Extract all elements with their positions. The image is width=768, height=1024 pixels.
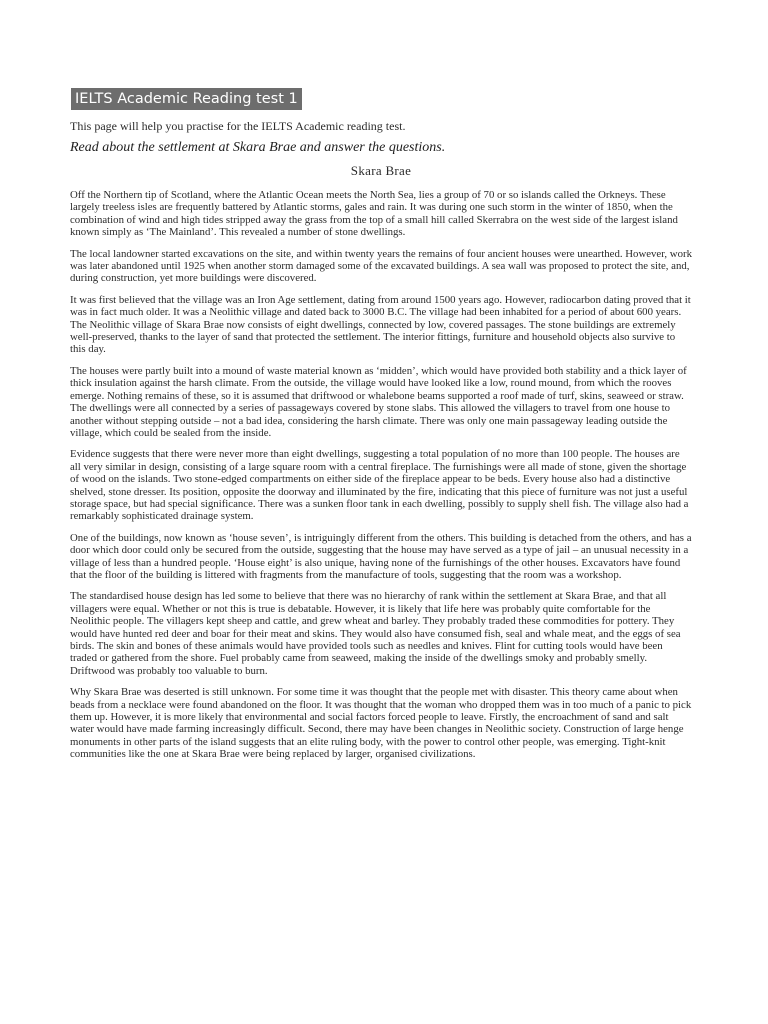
article-paragraph: The standardised house design has led some to believe that there was no hierarchy of rank within the settlement at Skara Brae, and that all villagers were equal. Whether or not this is true is debatable. However, it is likely that life here was probably quite comfortable for the Neolithic people. The villagers kept sheep and cattle, and grew wheat and barley. They probably traded these commodities for pottery. They would have hunted red deer and boar for their meat and skins. They would also have consumed fish, seal and whale meat, and the eggs of sea birds. The skin and bones of these animals would have provided tools such as needles and knives. Flint for cutting tools would have been traded or gathered from the shore. Fuel probably came from seaweed, making the inside of the dwellings smoky and probably smelly. Driftwood was probably too valuable to burn.: [70, 590, 681, 677]
page-title: IELTS Academic Reading test 1: [71, 88, 302, 110]
article-paragraph: The houses were partly built into a mound of waste material known as ‘midden’, which would have provided both stability and a thick layer of thick insulation against the harsh climate. From the outside, the village would have looked like a low, round mound, from which the rooves emerge. Nothing remains of these, so it is assumed that driftwood or whalebone beams supported a roof made of turf, skins, seaweed or straw. The dwellings were all connected by a series of passageways covered by stone slabs. This allowed the villagers to travel from one house to another without stepping outside – not a bad idea, considering the harsh climate. There was only one main passageway leading outside the village, which could be sealed from the inside.: [70, 364, 687, 439]
article-paragraph: It was first believed that the village was an Iron Age settlement, dating from around 1500 years ago. However, radiocarbon dating proved that it was in fact much older. It was a Neolithic village and dated back to 3000 B.C. The village had been inhabited for a period of about 600 years. The Neolithic village of Skara Brae now consists of eight dwellings, connected by low, covered passages. The stone buildings are extremely well-preserved, thanks to the layer of sand that protected the settlement. The interior fittings, furniture and household objects also survive to this day.: [70, 293, 691, 356]
article-paragraph: Evidence suggests that there were never more than eight dwellings, suggesting a total population of no more than 100 people. The houses are all very similar in design, consisting of a large square room with a central fireplace. The furnishings were all made of stone, given the shortage of wood on the islands. Two stone-edged compartments on either side of the fireplace appear to be beds. Every house also had a distinctive shelved, stone dresser. Its position, opposite the doorway and illuminated by the fire, indicating that this piece of furniture was not just a useful storage space, but had special significance. There was a sunken floor tank in each dwelling, possibly to supply shell fish. The village also had a remarkably sophisticated drainage system.: [70, 448, 689, 523]
document-page: [70, 88, 692, 770]
article-paragraph: Why Skara Brae was deserted is still unknown. For some time it was thought that the people met with disaster. This theory came about when beads from a necklace were found abandoned on the floor. It was thought that the woman who dropped them was in too much of a panic to pick them up. However, it is more likely that environmental and social factors forced people to leave. Firstly, the encroachment of sand and salt water would have made farming increasingly difficult. Second, there may have been changes in Neolithic society. Construction of large henge monuments in other parts of the island suggests that an elite ruling body, with the power to control other people, was emerging. Tight-knit communities like the one at Skara Brae were being replaced by larger, organised civilizations.: [70, 686, 692, 761]
instruction-subheading: Read about the settlement at Skara Brae and answer the questions.: [70, 140, 446, 155]
article-paragraph: Off the Northern tip of Scotland, where the Atlantic Ocean meets the North Sea, lies a group of 70 or so islands called the Orkneys. These largely treeless isles are frequently battered by Atlantic storms, gales and rain. It was during one such storm in the winter of 1850, when the combination of wind and high tides stripped away the grass from the top of a small hill called Skerrabra on the west side of the largest island known simply as ‘The Mainland’. This revealed a number of stone dwellings.: [70, 189, 678, 239]
intro-text: This page will help you practise for the IELTS Academic reading test.: [70, 119, 406, 133]
article-title: Skara Brae: [350, 163, 412, 178]
article-paragraph: One of the buildings, now known as ‘house seven’, is intriguingly different from the others. This building is detached from the others, and has a door which door could only be secured from the outside, suggesting that the house may have served as a type of jail – an unusual necessity in a village of less than a hundred people. ‘House eight’ is also unique, having none of the furnishings of the other houses. Excavators have found that the floor of the building is littered with fragments from the manufacture of tools, suggesting that the room was a workshop.: [70, 531, 692, 581]
article-paragraph: The local landowner started excavations on the site, and within twenty years the remains of four ancient houses were unearthed. However, work was later abandoned until 1925 when another storm damaged some of the excavated buildings. A sea wall was proposed to protect the site, and, during construction, yet more buildings were discovered.: [70, 247, 692, 285]
